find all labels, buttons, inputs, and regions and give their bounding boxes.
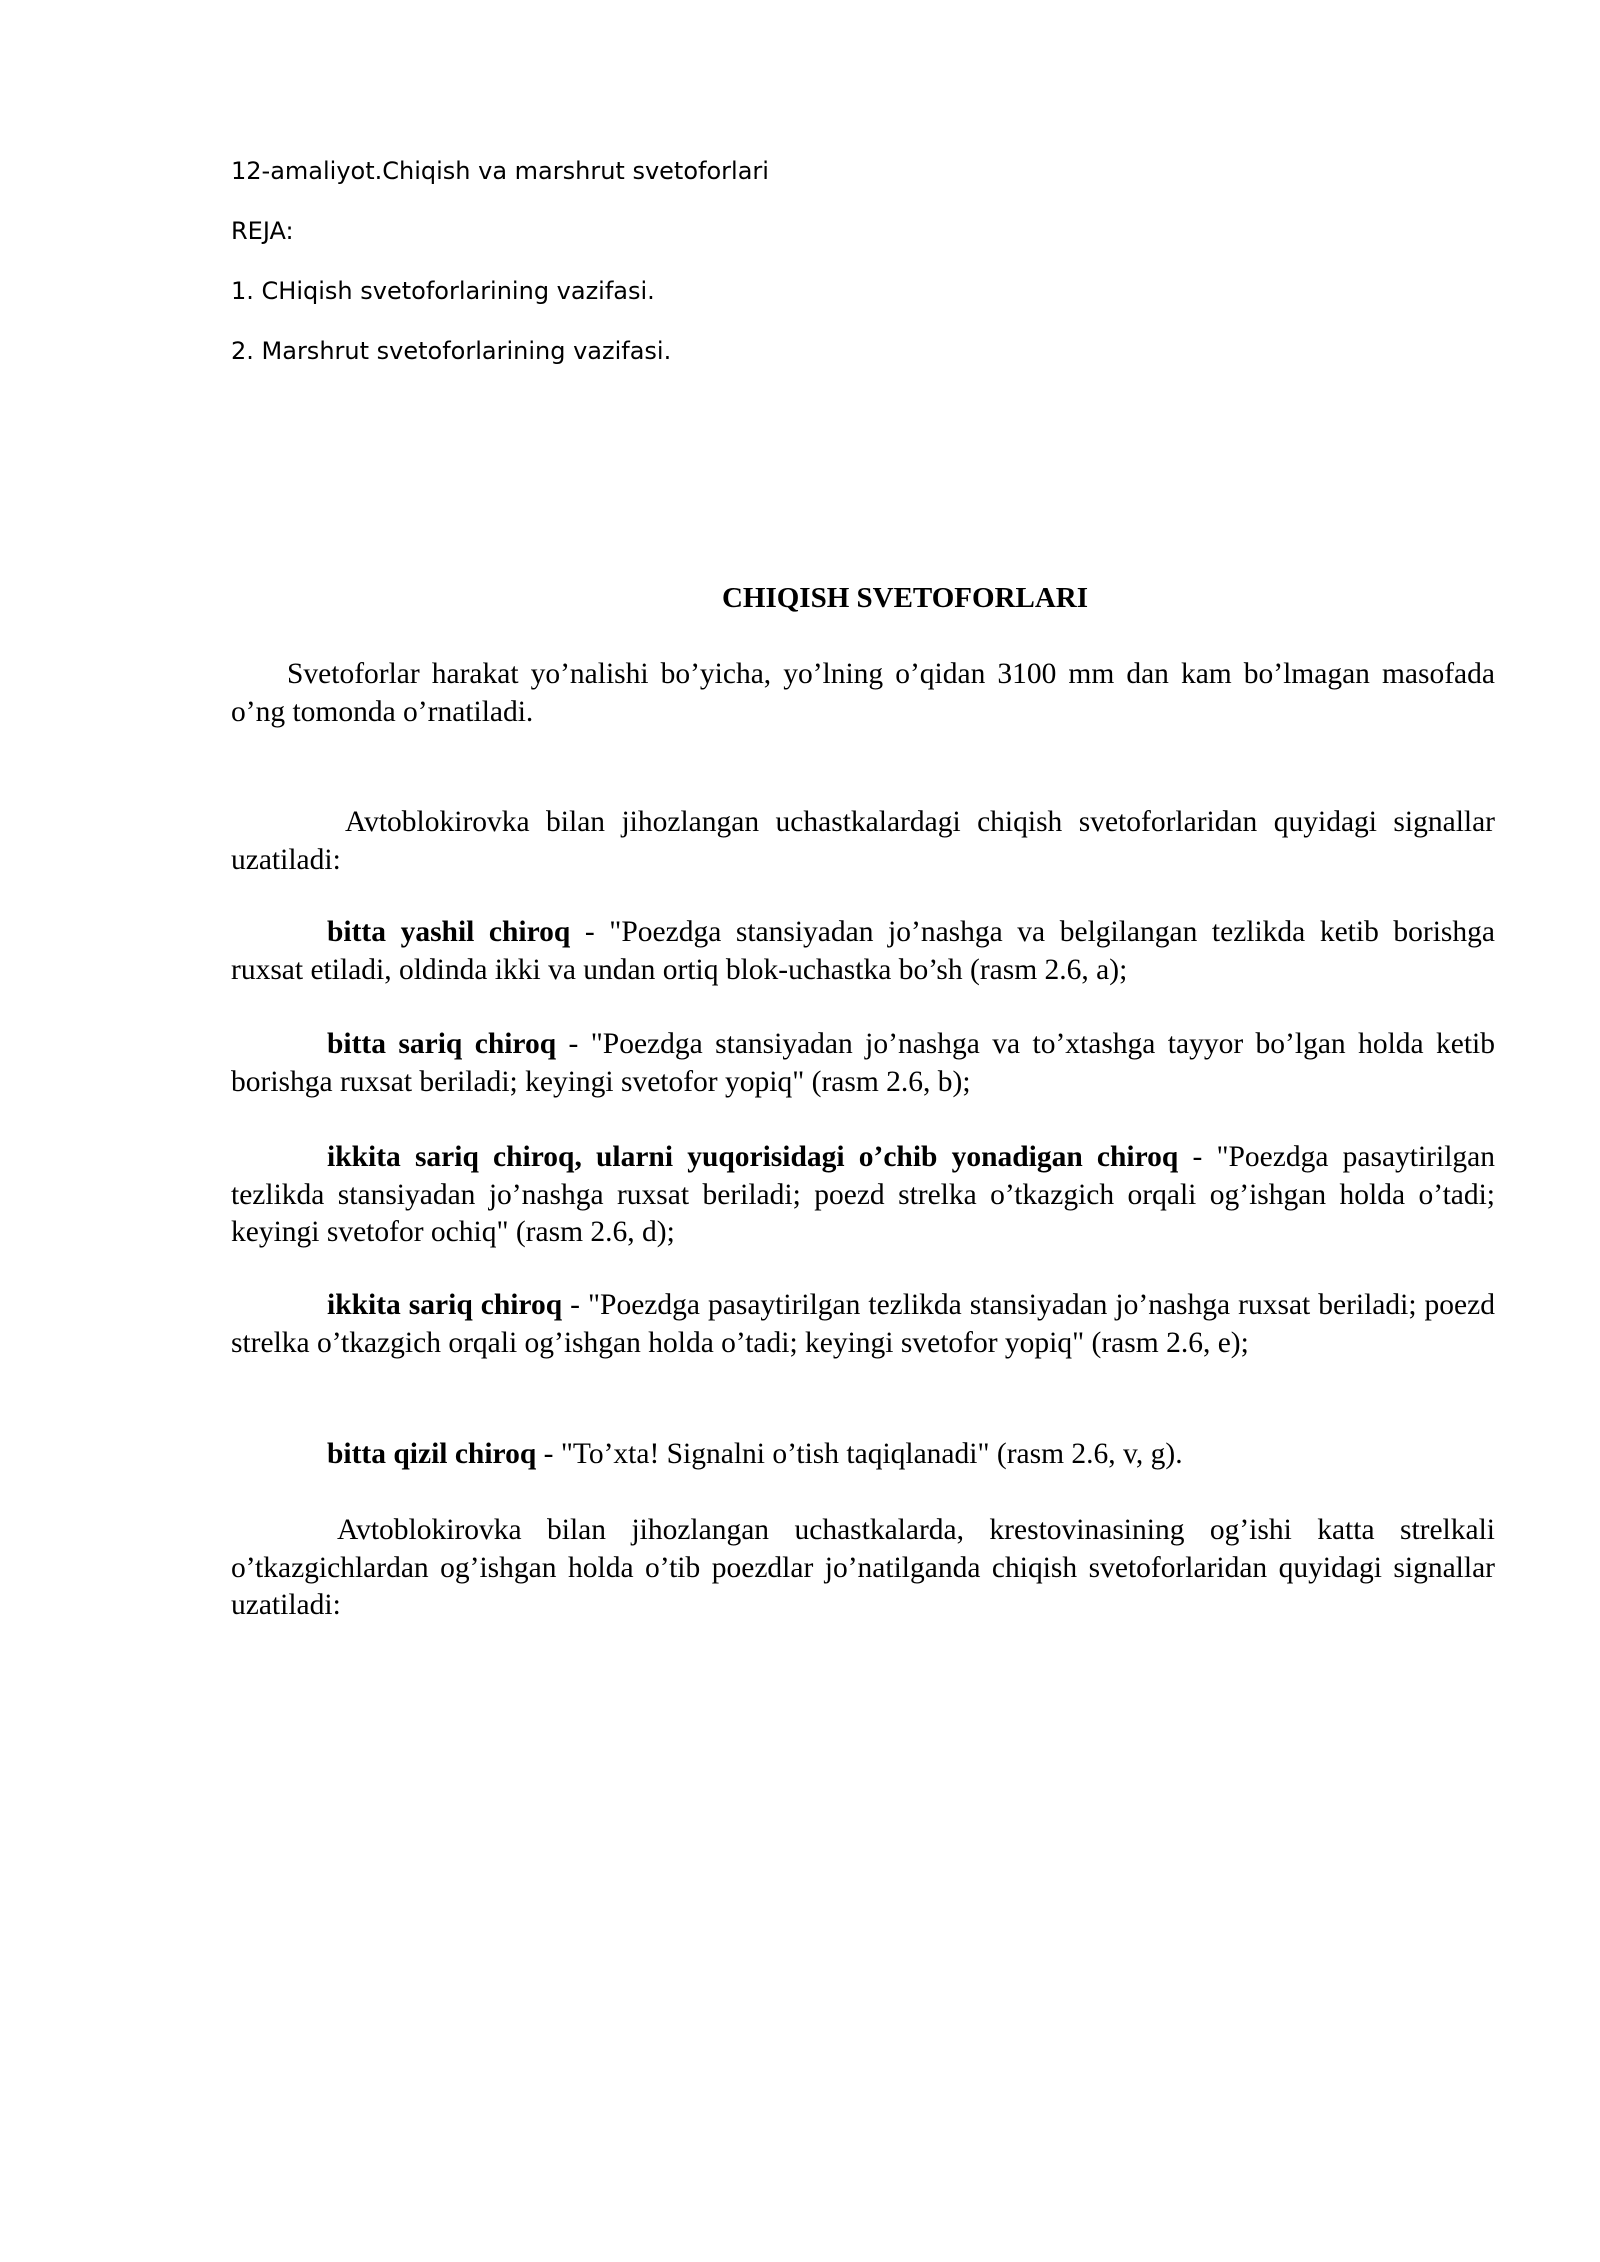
lead-paragraph: Avtoblokirovka bilan jihozlangan uchastkalardagi chiqish svetoforlaridan quyidagi signallar uzatiladi: <box>231 806 1495 876</box>
signal-description: - "Poezdga pasaytirilgan tezlikda stansiyadan jo’nashga ruxsat beriladi; poezd strelka o’tkazgich orqali og’ishgan holda o’tadi; keyingi svetofor yopiq" (rasm 2.6, e); <box>231 1289 1495 1359</box>
signal-name: ikkita sariq chiroq <box>327 1289 563 1321</box>
plan-item: 2. Marshrut svetoforlarining vazifasi. <box>231 337 672 365</box>
signal-description: - "To’xta! Signalni o’tish taqiqlanadi" (rasm 2.6, v, g). <box>536 1438 1183 1470</box>
signal-description: - "Poezdga stansiyadan jo’nashga va belgilangan tezlikda ketib borishga ruxsat etiladi, oldinda ikki va undan ortiq blok-uchastka bo’sh (rasm 2.6, a); <box>231 916 1495 986</box>
signal-description: - "Poezdga pasaytirilgan tezlikda stansiyadan jo’nashga ruxsat beriladi; poezd strelka o’tkazgich orqali og’ishgan holda o’tadi; keyingi svetofor ochiq" (rasm 2.6, d); <box>231 1141 1495 1248</box>
signal-paragraph <box>231 1287 1495 1362</box>
signal-description: - "Poezdga stansiyadan jo’nashga va to’xtashga tayyor bo’lgan holda ketib borishga ruxsat beriladi; keyingi svetofor yopiq" (rasm 2.6, b); <box>231 1028 1495 1098</box>
plan-label: REJA: <box>231 217 294 245</box>
signal-name: bitta qizil chiroq <box>327 1438 537 1470</box>
intro-paragraph: Svetoforlar harakat yo’nalishi bo’yicha, yo’lning o’qidan 3100 mm dan kam bo’lmagan masofada o’ng tomonda o’rnatiladi. <box>231 658 1495 728</box>
section-heading: CHIQISH SVETOFORLARI <box>721 582 1089 614</box>
signal-name: ikkita sariq chiroq, ularni yuqorisidagi o’chib yonadigan chiroq <box>327 1141 1179 1173</box>
signal-paragraph <box>231 1436 1495 1474</box>
signal-paragraph <box>231 1026 1495 1101</box>
plan-item: 1. CHiqish svetoforlarining vazifasi. <box>231 277 655 305</box>
signal-name: bitta yashil chiroq <box>327 916 571 948</box>
closing-paragraph: Avtoblokirovka bilan jihozlangan uchastkalarda, krestovinasining og’ishi katta strelkali o’tkazgichlardan og’ishgan holda o’tib poezdlar jo’natilganda chiqish svetoforlaridan quyidagi signallar uzatiladi: <box>231 1514 1495 1621</box>
signal-paragraph <box>231 1139 1495 1252</box>
signal-paragraph <box>231 914 1495 989</box>
signal-name: bitta sariq chiroq <box>327 1028 557 1060</box>
document-title: 12-amaliyot.Chiqish va marshrut svetoforlari <box>231 157 769 185</box>
